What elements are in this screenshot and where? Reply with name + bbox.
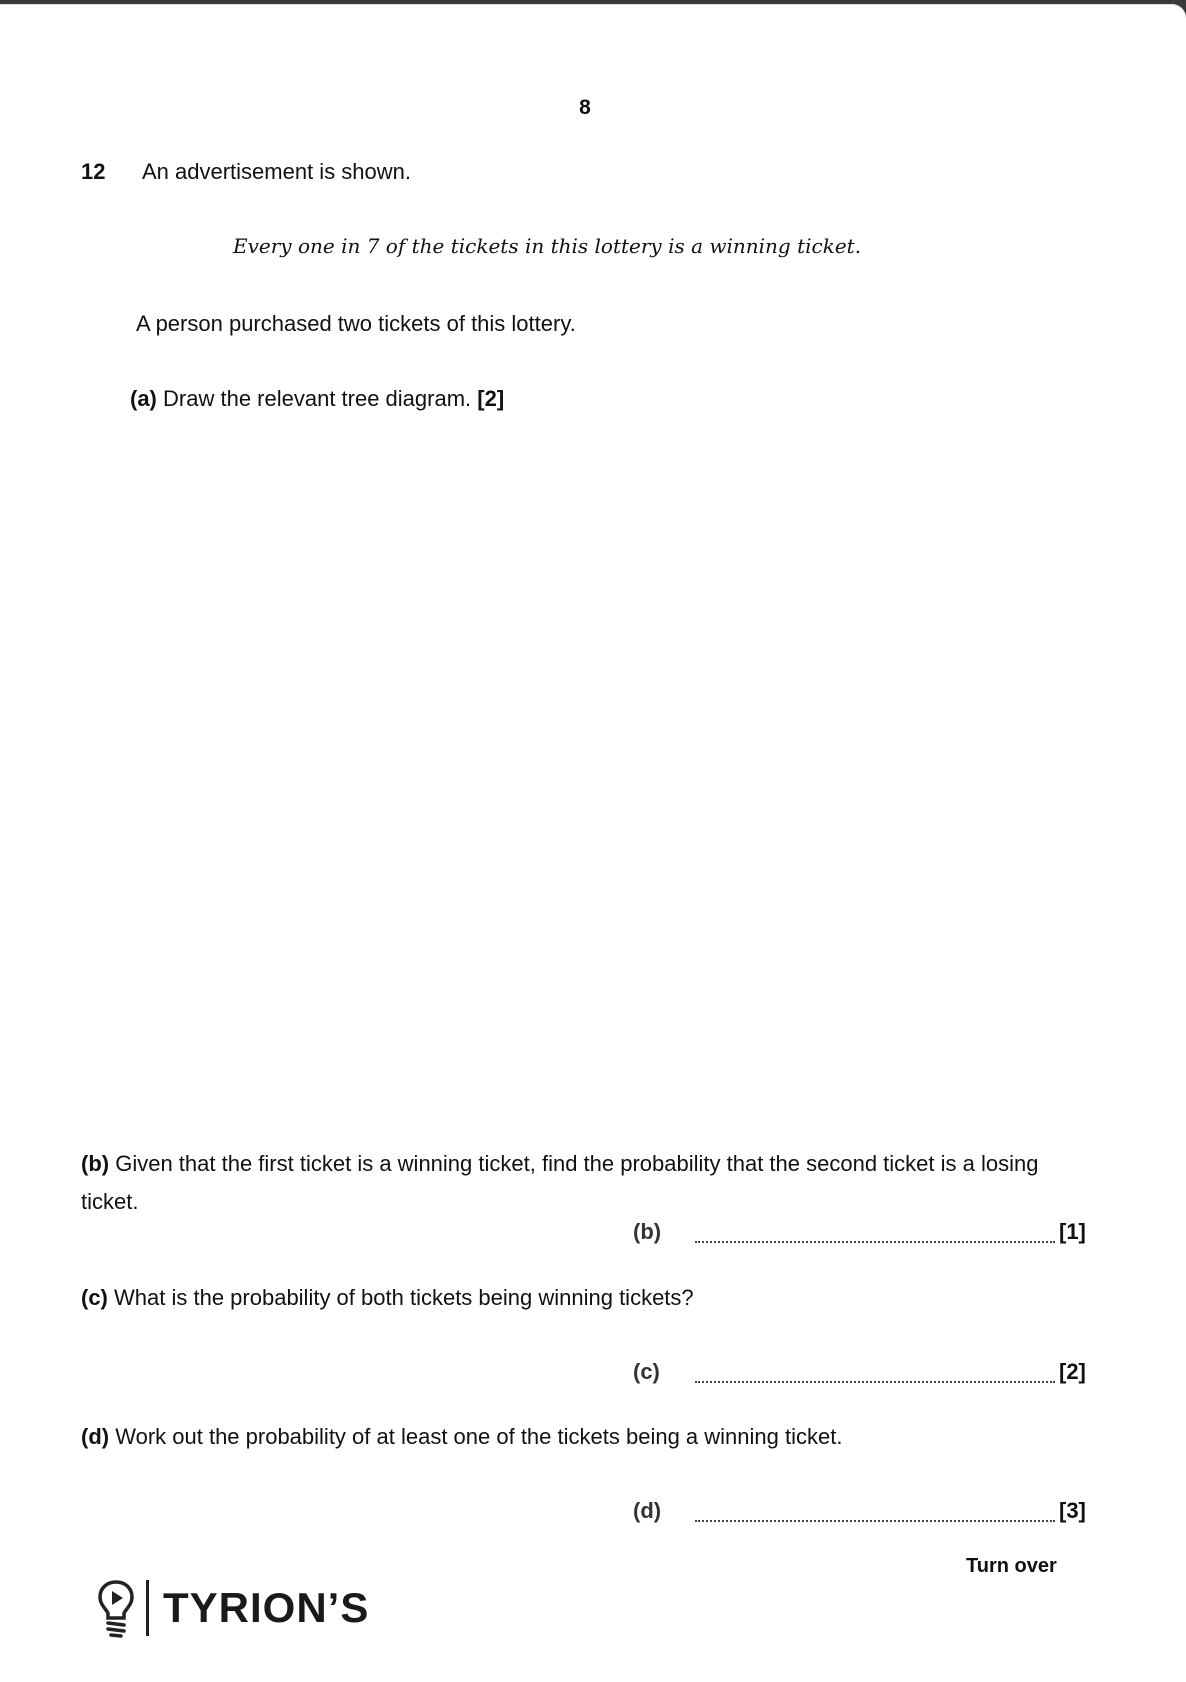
part-a-label: (a) bbox=[130, 386, 157, 411]
part-b bbox=[81, 1145, 1071, 1221]
part-d-text: Work out the probability of at least one of the tickets being a winning ticket. bbox=[115, 1424, 843, 1449]
part-c-label: (c) bbox=[81, 1285, 108, 1310]
answer-c-dotted-line[interactable] bbox=[695, 1381, 1055, 1383]
advertisement-text: Every one in 7 of the tickets in this lottery is a winning ticket. bbox=[233, 234, 862, 258]
answer-d-label: (d) bbox=[633, 1498, 662, 1523]
answer-line-c[interactable] bbox=[633, 1359, 1093, 1389]
part-c bbox=[81, 1285, 694, 1311]
brand-logo bbox=[96, 1576, 369, 1640]
part-a bbox=[130, 386, 504, 412]
answer-line-b[interactable] bbox=[633, 1219, 1093, 1249]
question-number: 12 bbox=[81, 159, 106, 184]
part-a-marks: [2] bbox=[477, 386, 505, 411]
part-d bbox=[81, 1424, 842, 1450]
answer-d-dotted-line[interactable] bbox=[695, 1520, 1055, 1522]
exam-page bbox=[0, 4, 1186, 1682]
question-intro: An advertisement is shown. bbox=[142, 159, 412, 184]
part-a-text: Draw the relevant tree diagram. bbox=[163, 386, 472, 411]
answer-c-marks: [2] bbox=[1059, 1359, 1086, 1384]
page-number: 8 bbox=[579, 96, 591, 119]
answer-line-d[interactable] bbox=[633, 1498, 1093, 1528]
question-stem: A person purchased two tickets of this lottery. bbox=[136, 311, 576, 336]
turn-over-label: Turn over bbox=[966, 1555, 1057, 1577]
part-b-label: (b) bbox=[81, 1151, 110, 1176]
answer-b-marks: [1] bbox=[1059, 1219, 1086, 1244]
lightbulb-play-icon bbox=[96, 1578, 136, 1638]
logo-wordmark: TYRION’S bbox=[163, 1584, 370, 1631]
logo-divider bbox=[146, 1580, 149, 1636]
answer-b-label: (b) bbox=[633, 1219, 662, 1244]
answer-c-label: (c) bbox=[633, 1359, 660, 1384]
answer-b-dotted-line[interactable] bbox=[695, 1241, 1055, 1243]
part-c-text: What is the probability of both tickets being winning tickets? bbox=[114, 1285, 694, 1310]
part-d-label: (d) bbox=[81, 1424, 110, 1449]
answer-d-marks: [3] bbox=[1059, 1498, 1086, 1523]
part-b-text: Given that the first ticket is a winning ticket, find the probability that the second ticket is a losing ticket. bbox=[81, 1151, 1039, 1214]
